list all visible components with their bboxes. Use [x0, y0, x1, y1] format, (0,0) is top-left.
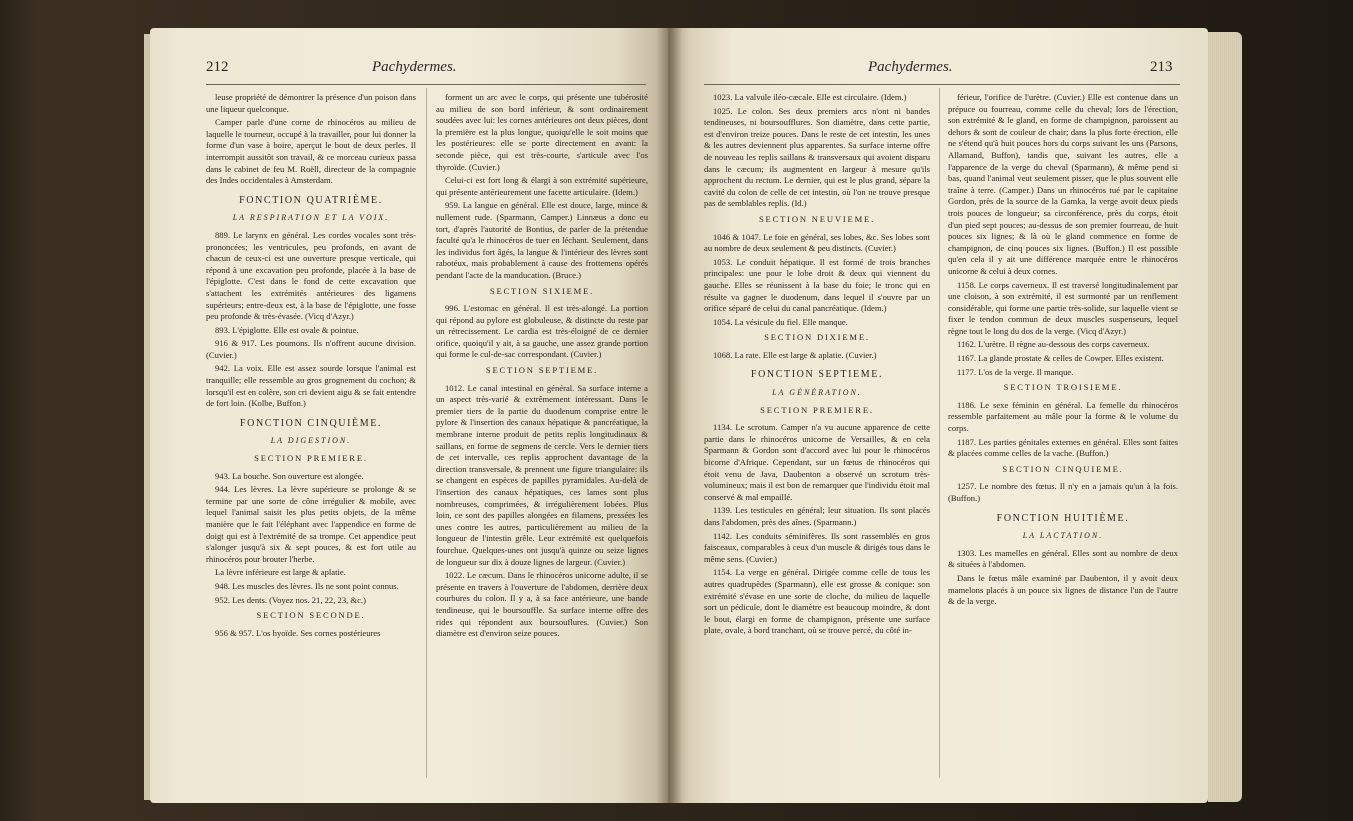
paragraph: forment un arc avec le corps, qui présente une tubérosité au milieu de son bord inférieur, & sont ordinairement soudées avec lui: les cornes antérieures ont deux pièces, dont la première est la plus longue, quoiqu'elle le soit moins que les postérieures: elle se porte directement en avant: la seconde pièce, qui est très-courte, s'articule avec l'os thyroïde. (Cuvier.) [436, 92, 648, 172]
paragraph: 1187. Les parties génitales externes en général. Elles sont faites & placées comme celles de la vache. (Buffon.) [948, 436, 1178, 459]
paragraph: 956 & 957. L'os hyoïde. Ses cornes postérieures [215, 627, 381, 638]
paragraph: 1303. Les mamelles en général. Elles sont au nombre de deux & situées à l'abdomen. [948, 547, 1178, 570]
section-heading: SECTION CINQUIEME. [1002, 463, 1124, 474]
section-heading: SECTION PREMIERE. [254, 453, 368, 464]
paragraph: 916 & 917. Les poumons. Ils n'offrent aucune division. (Cuvier.) [206, 338, 416, 360]
book-gutter [656, 28, 682, 803]
paragraph: 1167. La glande prostate & celles de Cowper. Elles existent. [957, 353, 1164, 364]
paragraph: 1134. Le scrotum. Camper n'a vu aucune apparence de cette partie dans le rhinocéros unicorne de Versailles, & en cela Sparmann & Gordon sont d'accord avec lui pour le rhinocéros bicorne d'Afrique. Cependant, sur un fœtus de rhinocéros qui étoit venu de Java, Daubenton a observé un scrotum très-volumineux; mais il est bon de remarquer que l'individu étoit mal conservé & mal empaillé. [704, 422, 930, 502]
left-column-2 [436, 92, 648, 642]
section-heading: SECTION SECONDE. [256, 610, 366, 621]
function-heading: FONCTION CINQUIÈME. [239, 417, 383, 429]
paragraph: leuse propriété de démontrer la présence d'un poison dans une liqueur quelconque. [206, 92, 416, 114]
function-subheading: LA RESPIRATION ET LA VOIX. [232, 213, 390, 223]
function-heading: FONCTION HUITIÈME. [996, 512, 1130, 524]
section-heading: SECTION DIXIEME. [764, 332, 870, 343]
paragraph: 889. Le larynx en général. Les cordes vocales sont très-prononcées; les ventricules, peu profonds, en avant de chacun de ceux-ci est une ouverture presque verticale, qui répond à une excavation peu profonde, placée à la base de l'épiglotte. C'est dans le fond de cette excavation que s'attachent les extrémités antérieures des ligamens supérieurs; entre-deux est, à la base de l'épiglotte, une fosse peu profonde & très-évasée. (Vicq d'Azyr.) [206, 229, 416, 322]
paragraph: 944. Les lèvres. La lèvre supérieure se prolonge & se termine par une sorte de cône irrégulier & mobile, avec lequel l'animal saisit les plus petits objets, de la même manière que le fait l'éléphant avec l'appendice en forme de doigt qui est à l'extrémité de sa trompe. Cet appendice peut s'alonger jusqu'à six & sept pouces, & est fort utile au rhinocéros pour brouter l'herbe. [206, 484, 416, 564]
left-column-1 [206, 92, 416, 641]
left-header-rule [206, 84, 646, 85]
paragraph: Celui-ci est fort long & élargi à son extrémité supérieure, qui présente antérieurement une facette articulaire. (Idem.) [436, 175, 648, 197]
paragraph: 1012. Le canal intestinal en général. Sa surface interne a un aspect très-varié & extrêmement intéressant. Dans le premier tiers de la partie du duodenum comprise entre le pylore & l'insertion des canaux hépatique & pancréatique, la membrane interne produit de petits replis longitudinaux & saillans, en forme de segmens de cercle. Vers le dernier tiers de cet intervalle, ces replis approchent davantage de la direction transversale, & prennent une figure triangulaire: ils se changent en espèces de papilles pyramidales. Au-delà de l'insertion des canaux hépatiques, ces lames sont plus nombreuses, comprimées, & irrégulièrement lobées. Plus loin, ce sont des papilles alongées en filamens, pressées les unes contre les autres, particulièrement au milieu de la longueur de l'intestin grêle. Leur extrémité est quelquefois fourchue. Quelques-unes ont jusqu'à quinze ou seize lignes de longueur sur dix à douze lignes de largeur. (Cuvier.) [436, 382, 648, 567]
left-column-rule [426, 88, 427, 778]
paragraph: 943. La bouche. Son ouverture est alongée. [215, 470, 364, 481]
paragraph: 948. Les muscles des lèvres. Ils ne sont point connus. [215, 580, 399, 591]
right-column-2 [948, 92, 1178, 610]
paragraph: La lèvre inférieure est large & aplatie. [215, 567, 346, 578]
paragraph: 1186. Le sexe féminin en général. La femelle du rhinocéros ressemble parfaitement au mâle pour la forme & le volume du corps. [948, 399, 1178, 434]
left-running-header: Pachydermes. [372, 59, 457, 75]
paragraph: 1139. Les testicules en général; leur situation. Ils sont placés dans l'abdomen, près des aînes. (Sparmann.) [704, 505, 930, 527]
paragraph: 1068. La rate. Elle est large & aplatie. (Cuvier.) [713, 349, 877, 360]
paragraph: Camper parle d'une corne de rhinocéros au milieu de laquelle le tourneur, occupé à la travailler, pour lui donner la forme d'un vase à boire, aperçut le bout de deux perles. Il interrompit aussitôt son travail, & ce morceau curieux passa dans le cabinet de feu M. Roëll, directeur de la compagnie des Indes occidentales à Amsterdam. [206, 117, 416, 186]
section-heading: SECTION NEUVIEME. [758, 213, 876, 224]
section-heading: SECTION SIXIEME. [489, 285, 595, 296]
paragraph: 952. Les dents. (Voyez nos. 21, 22, 23, &c.) [215, 594, 366, 605]
paragraph: 1158. Le corps caverneux. Il est traversé longitudinalement par une cloison, à son extrémité, il est surmonté par un renflement considérable, qui forme une partie très-solide, sur laquelle vient se fixer le tendon commun de deux muscles suspenseurs, lequel règne tout le long du dos de la verge. (Vicq d'Azyr.) [948, 279, 1178, 336]
paragraph: 1257. Le nombre des fœtus. Il n'y en a jamais qu'un à la fois. (Buffon.) [948, 481, 1178, 503]
paragraph: 1177. L'os de la verge. Il manque. [957, 366, 1074, 377]
left-page [150, 28, 668, 803]
right-page [668, 28, 1208, 803]
function-subheading: LA DIGESTION. [270, 436, 352, 446]
section-heading: SECTION PREMIERE. [760, 404, 874, 415]
left-page-number: 212 [206, 59, 229, 75]
paragraph: 1025. Le colon. Ses deux premiers arcs n'ont ni bandes tendineuses, ni boursoufflures. Son diamètre, dans cette partie, est d'environ treize pouces. Dans le reste de cet intestin, les unes & les autres deviennent plus apparentes. Sa surface interne offre de nouveau les replis saillans & transversaux qui avoient disparu dans le cæcum; ils augmentent en largeur à mesure qu'ils approchent du rectum. Le dernier, qui est le plus grand, sépare la cavité du colon de celle de cet intestin, où l'on ne trouve presque pas de semblables replis. (Id.) [704, 105, 930, 209]
paragraph: 1162. L'urètre. Il règne au-dessous des corps caverneux. [957, 339, 1150, 350]
right-page-number: 213 [1150, 59, 1173, 75]
right-header-rule [704, 84, 1180, 85]
paragraph: 1154. La verge en général. Dirigée comme celle de tous les autres quadrupèdes (Sparmann), elle est grosse & conique: son extrémité s'évase en une sorte de cloche, du milieu de laquelle sort un pédicule, dont le diamètre est beaucoup moindre, & dont le bout, élargi en forme de champignon, présente une surface plate, ovale, à bord tranchant, où se trouve percé, du côté in- [704, 567, 930, 636]
paragraph: Dans le fœtus mâle examiné par Daubenton, il y avoit deux mamelons placés à un pouce six lignes de distance l'un de l'autre & de la verge. [948, 572, 1178, 607]
right-running-header: Pachydermes. [868, 59, 953, 75]
paragraph: 959. La langue en général. Elle est douce, large, mince & nullement rude. (Sparmann, Camper.) Linnæus a donc eu tort, d'après l'autorité de Bontius, de parler de la prétendue faculté qu'a le rhinocéros de tuer en léchant. Seulement, dans les individus fort âgés, la langue & l'intérieur des lèvres sont rabotéux, mais probablement à cause des frottemens opérés pendant l'acte de la manducation. (Bruce.) [436, 200, 648, 280]
paragraph: 893. L'épiglotte. Elle est ovale & pointue. [215, 324, 359, 335]
paragraph: 942. La voix. Elle est assez sourde lorsque l'animal est tranquille; elle ressemble au gros grognement du cochon; & lorsqu'il est en colère, son cri devient aigu & se fait entendre de fort loin. (Kolbe, Buffon.) [206, 363, 416, 409]
right-page-edges [1208, 32, 1242, 802]
section-heading: SECTION SEPTIEME. [485, 365, 599, 376]
right-column-rule [939, 88, 940, 778]
function-subheading: LA GÉNÉRATION. [772, 388, 862, 398]
paragraph: 1142. Les conduits séminifères. Ils sont rassemblés en gros faisceaux, comparables à ceux d'un muscle & dirigés tous dans le même sens. (Cuvier.) [704, 530, 930, 564]
function-subheading: LA LACTATION. [1022, 531, 1104, 541]
paragraph: 1053. Le conduit hépatique. Il est formé de trois branches principales: une pour le lobe droit & deux qui viennent du gauche. Elles se réunissent à la base du foie; le tronc qui en résulte va gagner le duodenum, dans lequel il s'ouvre par un orifice séparé de celui du canal pancréatique. (Idem.) [704, 256, 930, 314]
section-heading: SECTION TROISIEME. [1003, 382, 1123, 393]
right-column-1 [704, 92, 930, 639]
paragraph: 996. L'estomac en général. Il est très-alongé. La portion qui répond au pylore est globuleuse, & distincte du reste par un rétrecissement. Le cardia est très-éloigné de ce dernier orifice, quoiqu'il y ait, à sa gauche, une assez grande portion qui forme le cul-de-sac correspondant. (Cuvier.) [436, 303, 648, 360]
function-heading: FONCTION QUATRIÈME. [239, 194, 383, 206]
paragraph: 1046 & 1047. Le foie en général, ses lobes, &c. Ses lobes sont au nombre de deux seulement & peu distincts. (Cuvier.) [704, 231, 930, 254]
open-book [150, 18, 1240, 818]
paragraph: férieur, l'orifice de l'urètre. (Cuvier.) Elle est contenue dans un prépuce ou fourreau, comme celle du cheval; lors de l'érection, son extrémité & le gland, en forme de champignon, paroissent au dehors & sont de couleur de chair; dans la plus forte érection, elle ne s'étend qu'à huit pouces hors du corps suivant les uns (Parsons, Allamand, Buffon), tandis que, suivant les autres, elle a l'apparence de la verge du cheval (Sparmann), & même pend si bas, quand l'animal veut seulement pisser, que le plus souvent elle traîne à terre. (Camper.) Dans un rhinocéros tué par le capitaine Gordon, près de la source de la Gamka, la verge avoit deux pieds trois pouces de longueur; sa circonférence, près du corps, étoit d'un pied sept pouces; au-dessus de son premier fourreau, de huit pouces six lignes; & là où le gland commence en forme de champignon, de cinq pouces six lignes. (Buffon.) Il est possible qu'en cela il y ait une différence marquée entre le rhinocéros unicorne & celui à deux cornes. [948, 92, 1178, 276]
paragraph: 1054. La vésicule du fiel. Elle manque. [713, 316, 848, 327]
paragraph: 1023. La valvule iléo-cæcale. Elle est circulaire. (Idem.) [713, 92, 907, 102]
paragraph: 1022. Le cæcum. Dans le rhinocéros unicorne adulte, il se présente en travers à l'ouverture de l'abdomen, derrière deux courbures du colon. Il y a, à sa face antérieure, une bande tendineuse, qui le boursouffle. Sa surface interne offre des rides qui répondent aux boursouflures. (Cuvier.) Son diamètre est d'environ seize pouces. [436, 570, 648, 639]
function-heading: FONCTION SEPTIEME. [750, 369, 884, 381]
